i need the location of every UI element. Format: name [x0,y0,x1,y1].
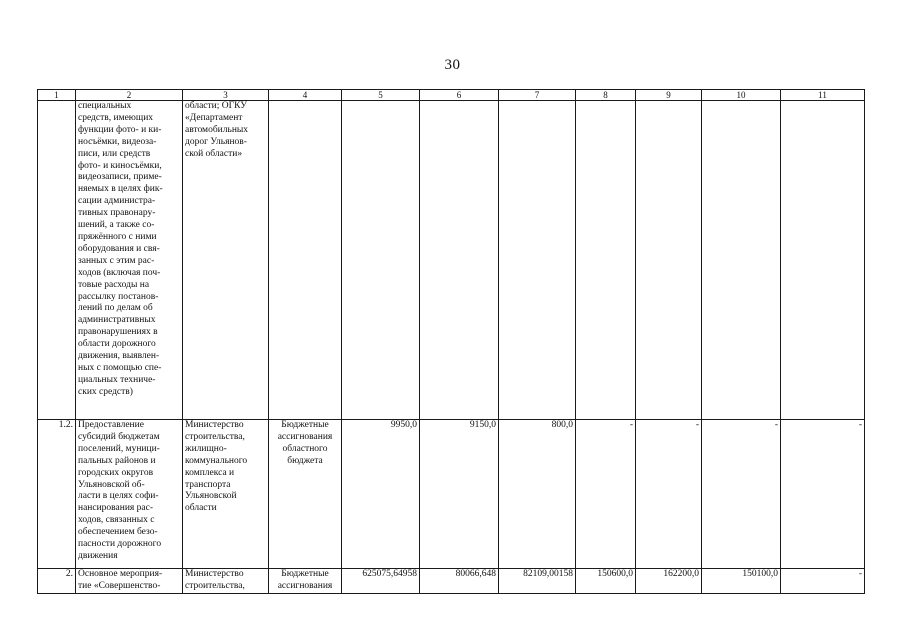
value-col-5 [342,101,420,420]
value-col-11 [781,101,865,420]
event-description: Предоставление субсидий бюджетам поселений, муници- пальных районов и городских округов Ульяновской об- ласти в целях софи- нансирования рас- ходов, связанных с обеспечением безо- пасности дорожного движения [76,420,183,569]
column-header-4: 4 [269,90,342,101]
value-col-11: - [781,420,865,569]
executor-cell: Министерство строительства, [183,569,269,594]
page-number: 30 [444,57,461,73]
funding-source-cell: Бюджетные ассигнования [269,569,342,594]
column-header-8: 8 [576,90,636,101]
row-number: 2. [38,569,76,594]
row-number [38,101,76,420]
value-col-6 [420,101,499,420]
value-col-8 [576,101,636,420]
value-col-7: 800,0 [499,420,576,569]
table-row [38,420,865,569]
value-col-7 [499,101,576,420]
executor-cell: Министерство строительства, жилищно- коммунального комплекса и транспорта Ульяновской области [183,420,269,569]
funding-source-cell: Бюджетные ассигнования областного бюджета [269,420,342,569]
funding-source-cell [269,101,342,420]
value-col-10: 150100,0 [702,569,781,594]
value-col-9 [636,101,702,420]
value-col-11: - [781,569,865,594]
column-header-11: 11 [781,90,865,101]
table-row [38,101,865,420]
column-header-3: 3 [183,90,269,101]
column-header-10: 10 [702,90,781,101]
event-description: специальных средств, имеющих функции фото- и ки- носъёмки, видеоза- писи, или средств фото- и киносъёмки, видеозаписи, приме- няемых в целях фик- сации администра- тивных правонару- шений, а также со- пряжённого с ними оборудования и свя- занных с этим рас- ходов (включая поч- товые расходы на рассылку постанов- лений по делам об административных правонарушениях в области дорожного движения, выявлен- ных с помощью спе- циальных техниче- ских средств) [76,101,183,420]
value-col-8: 150600,0 [576,569,636,594]
value-col-7: 82109,00158 [499,569,576,594]
value-col-10: - [702,420,781,569]
executor-cell: области; ОГКУ «Департамент автомобильных дорог Ульянов- ской области» [183,101,269,420]
column-header-5: 5 [342,90,420,101]
value-col-5: 625075,64958 [342,569,420,594]
table-row [38,569,865,594]
column-header-1: 1 [38,90,76,101]
column-header-7: 7 [499,90,576,101]
value-col-8: - [576,420,636,569]
value-col-5: 9950,0 [342,420,420,569]
budget-table [37,89,865,594]
column-header-2: 2 [76,90,183,101]
value-col-9: 162200,0 [636,569,702,594]
column-header-9: 9 [636,90,702,101]
column-header-6: 6 [420,90,499,101]
table-header-row [38,90,865,101]
value-col-10 [702,101,781,420]
row-number: 1.2. [38,420,76,569]
value-col-6: 9150,0 [420,420,499,569]
event-description: Основное мероприя- тие «Совершенство- [76,569,183,594]
value-col-9: - [636,420,702,569]
value-col-6: 80066,648 [420,569,499,594]
